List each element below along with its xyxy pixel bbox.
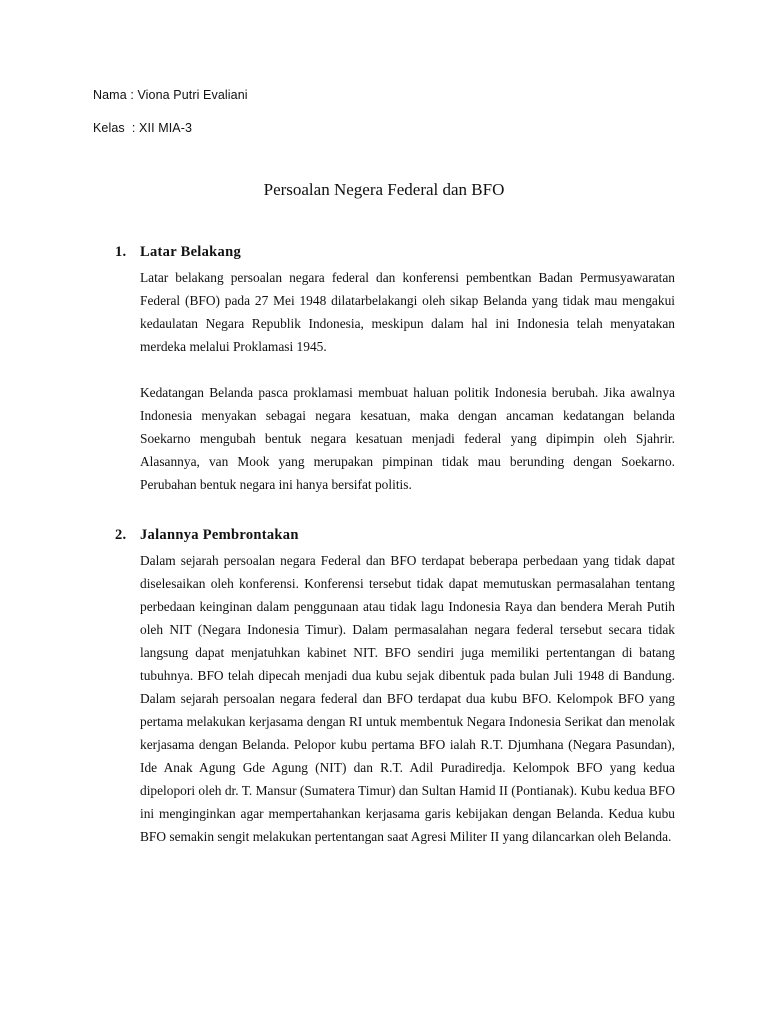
section-number: 1. <box>115 244 127 260</box>
section-body <box>140 549 675 848</box>
paragraph: Latar belakang persoalan negara federal dan konferensi pembentkan Badan Permusyawaratan Federal (BFO) pada 27 Mei 1948 dilatarbelakangi oleh sikap Belanda yang tidak mau mengakui kedaulatan Negara Republik Indonesia, meskipun dalam hal ini Indonesia telah menyatakan merdeka melalui Proklamasi 1945. <box>140 270 675 354</box>
student-name-line: Nama : Viona Putri Evaliani <box>93 88 248 102</box>
section-number: 2. <box>115 527 127 543</box>
section-latar-belakang <box>115 244 675 496</box>
document-title: Persoalan Negera Federal dan BFO <box>263 180 505 199</box>
section-title: Latar Belakang <box>140 244 242 260</box>
paragraph: Dalam sejarah persoalan negara Federal dan BFO terdapat beberapa perbedaan yang tidak dapat diselesaikan oleh konferensi. Konferensi tersebut tidak dapat memutuskan permasalahan tentang perbedaan keinginan dalam penggunaan atau tidak lagu Indonesia Raya dan bendera Merah Putih oleh NIT (Negara Indonesia Timur). Dalam permasalahan negara federal tersebut secara tidak langsung dapat menjatuhkan kabinet NIT. BFO sendiri juga memiliki pertentangan di batang tubuhnya. BFO telah dipecah menjadi dua kubu sejak dibentuk pada bulan Juli 1948 di Bandung. Dalam sejarah persoalan negara federal dan BFO terdapat dua kubu BFO. Kelompok BFO yang pertama melakukan kerjasama dengan RI untuk membentuk Negara Indonesia Serikat dan menolak kerjasama dengan Belanda. Pelopor kubu pertama BFO ialah R.T. Djumhana (Negara Pasundan), Ide Anak Agung Gde Agung (NIT) dan R.T. Adil Puradiredja. Kelompok BFO yang kedua dipelopori oleh dr. T. Mansur (Sumatera Timur) dan Sultan Hamid II (Pontianak). Kubu kedua BFO ini menginginkan agar mempertahankan kerjasama garis kebijakan dengan Belanda. Kedua kubu BFO semakin sengit melakukan pertentangan saat Agresi Militer II yang dilancarkan oleh Belanda. <box>140 553 675 844</box>
section-heading <box>115 244 675 266</box>
section-jalannya-pembrontakan <box>115 527 675 848</box>
section-title: Jalannya Pembrontakan <box>140 527 299 543</box>
paragraph: Kedatangan Belanda pasca proklamasi membuat haluan politik Indonesia berubah. Jika awalnya Indonesia menyakan sebagai negara kesatuan, maka dengan ancaman kedatangan belanda Soekarno mengubah bentuk negara kesatuan menjadi federal yang dipimpin oleh Sjahrir. Alasannya, van Mook yang merupakan pimpinan tidak mau berunding dengan Soekarno. Perubahan bentuk negara ini hanya bersifat politis. <box>140 385 675 492</box>
student-class-line: Kelas : XII MIA-3 <box>93 121 193 135</box>
section-body <box>140 266 675 496</box>
section-heading <box>115 527 675 549</box>
